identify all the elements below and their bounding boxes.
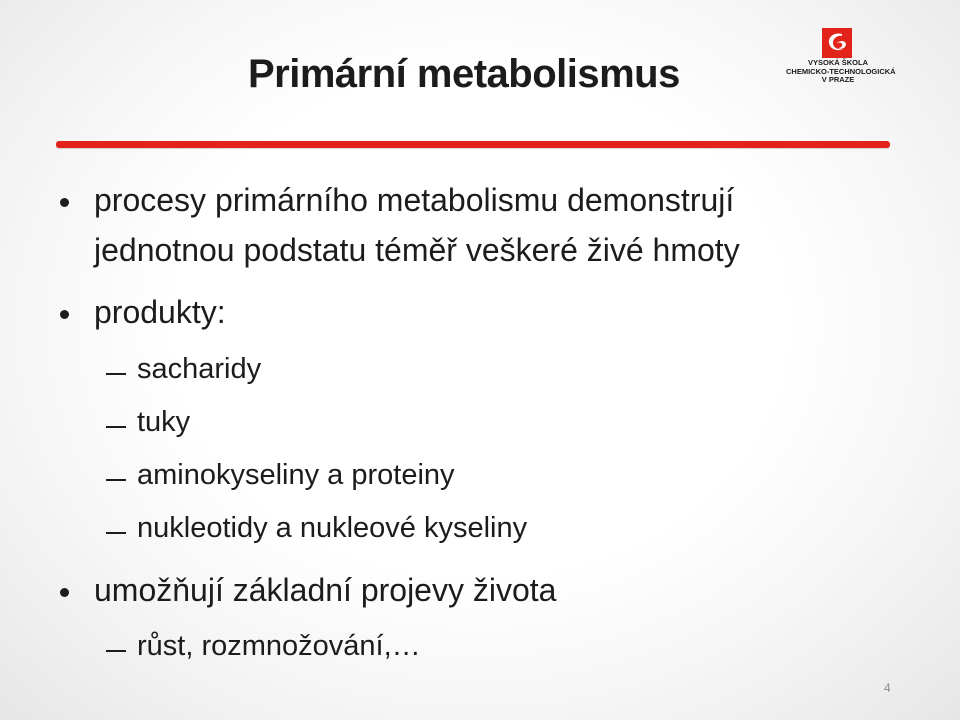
sub-item-tuky: tuky (137, 406, 191, 438)
sub-bullet-dash (106, 373, 126, 375)
sub-item-aminokyseliny: aminokyseliny a proteiny (137, 459, 455, 491)
bullet-marker (60, 198, 69, 207)
sub-bullet-dash (106, 426, 126, 428)
slide-title: Primární metabolismus (248, 52, 680, 96)
logo-line-2: CHEMICKO-TECHNOLOGICKÁ (786, 66, 896, 76)
logo-line-3: V PRAZE (821, 75, 855, 84)
bullet-3-text: umožňují základní projevy života (94, 572, 557, 608)
bullet-1-line-1: procesy primárního metabolismu demonstrují (94, 182, 735, 218)
sub-bullet-dash (106, 532, 126, 534)
sub-bullet-dash (106, 479, 126, 481)
bullet-1-line-2: jednotnou podstatu téměř veškeré živé hmoty (94, 232, 740, 268)
bullet-2-text: produkty: (94, 294, 226, 330)
sub-item-nukleotidy: nukleotidy a nukleové kyseliny (137, 512, 528, 544)
bullet-marker (60, 588, 69, 597)
sub-item-sacharidy: sacharidy (137, 353, 262, 385)
sub-item-rust: růst, rozmnožování,… (137, 630, 421, 662)
bullet-marker (60, 310, 69, 319)
sub-bullet-dash (106, 650, 126, 652)
page-number: 4 (884, 681, 891, 695)
logo-line-1: VYSOKÁ ŠKOLA (807, 58, 868, 67)
